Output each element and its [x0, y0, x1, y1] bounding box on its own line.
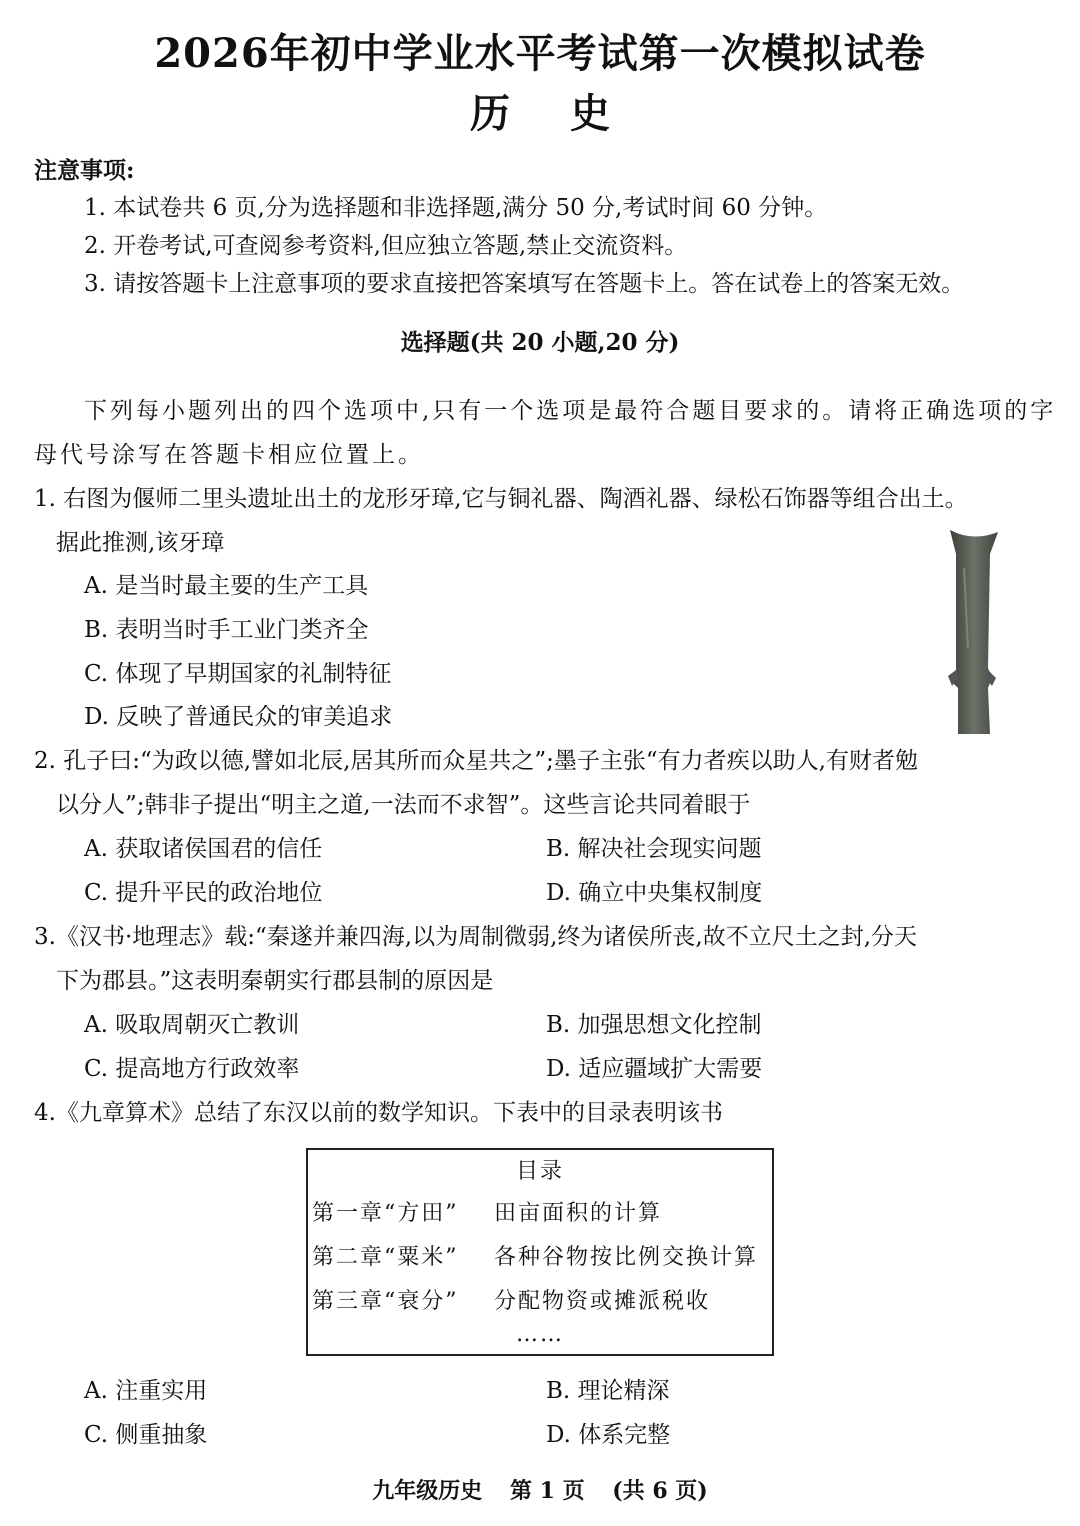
question-stem: 以分人”;韩非子提出“明主之道,一法而不求智”。这些言论共同着眼于 — [56, 792, 751, 818]
section-instruction: 母代号涂写在答题卡相应位置上。 — [34, 442, 424, 468]
option: C. 提高地方行政效率 — [84, 1056, 300, 1082]
section-title: 选择题(共 20 小题,20 分) — [400, 329, 680, 356]
footer-total-pages: (共 6 页) — [612, 1478, 708, 1504]
toc-heading: 目录 — [515, 1159, 564, 1184]
exam-title: 2026年初中学业水平考试第一次模拟试卷 — [154, 30, 926, 77]
notice-heading: 注意事项: — [34, 157, 135, 184]
toc-content: 各种谷物按比例交换计算 — [494, 1245, 759, 1270]
question-stem: 2. 孔子曰:“为政以德,譬如北辰,居其所而众星共之”;墨子主张“有力者疾以助人,有财者勉 — [34, 748, 918, 774]
option: D. 适应疆域扩大需要 — [546, 1056, 763, 1082]
toc-content: 田亩面积的计算 — [494, 1201, 663, 1226]
footer-grade-subject: 九年级历史 — [372, 1478, 483, 1504]
question-stem: 4.《九章算术》总结了东汉以前的数学知识。下表中的目录表明该书 — [34, 1100, 723, 1126]
option: A. 注重实用 — [84, 1378, 208, 1404]
section-instruction: 下列每小题列出的四个选项中,只有一个选项是最符合题目要求的。请将正确选项的字 — [84, 398, 1057, 424]
toc-ellipsis: …… — [516, 1322, 564, 1347]
option: B. 表明当时手工业门类齐全 — [84, 617, 369, 643]
footer-page-number: 第 1 页 — [509, 1478, 585, 1504]
toc-chapter: 第二章“粟米” — [312, 1245, 459, 1270]
notice-item: 2. 开卷考试,可查阅参考资料,但应独立答题,禁止交流资料。 — [84, 233, 688, 259]
option: D. 反映了普通民众的审美追求 — [84, 704, 393, 730]
notice-item: 1. 本试卷共 6 页,分为选择题和非选择题,满分 50 分,考试时间 60 分钟。 — [84, 195, 828, 221]
option: C. 提升平民的政治地位 — [84, 880, 323, 906]
option: B. 解决社会现实问题 — [546, 836, 762, 862]
toc-chapter: 第一章“方田” — [312, 1201, 459, 1226]
question-stem: 下为郡县。”这表明秦朝实行郡县制的原因是 — [56, 968, 494, 994]
option: D. 体系完整 — [546, 1422, 671, 1448]
question-stem: 3.《汉书·地理志》载:“秦遂并兼四海,以为周制微弱,终为诸侯所丧,故不立尺土之封,分天 — [34, 924, 918, 950]
toc-content: 分配物资或摊派税收 — [494, 1289, 711, 1314]
option: B. 加强思想文化控制 — [546, 1012, 762, 1038]
yazhang-artifact-image — [944, 528, 1002, 734]
question-stem: 据此推测,该牙璋 — [56, 530, 225, 556]
option: C. 侧重抽象 — [84, 1422, 208, 1448]
table-of-contents — [306, 1148, 774, 1356]
option: A. 获取诸侯国君的信任 — [84, 836, 323, 862]
option: D. 确立中央集权制度 — [546, 880, 763, 906]
notice-item: 3. 请按答题卡上注意事项的要求直接把答案填写在答题卡上。答在试卷上的答案无效。 — [84, 271, 965, 297]
option: A. 是当时最主要的生产工具 — [84, 573, 369, 599]
question-stem: 1. 右图为偃师二里头遗址出土的龙形牙璋,它与铜礼器、陶酒礼器、绿松石饰器等组合出土。 — [34, 486, 968, 512]
option: B. 理论精深 — [546, 1378, 670, 1404]
toc-chapter: 第三章“衰分” — [312, 1289, 459, 1314]
page-footer — [0, 1474, 1080, 1505]
exam-subject: 历史 — [470, 90, 670, 137]
option: C. 体现了早期国家的礼制特征 — [84, 661, 392, 687]
option: A. 吸取周朝灭亡教训 — [84, 1012, 300, 1038]
